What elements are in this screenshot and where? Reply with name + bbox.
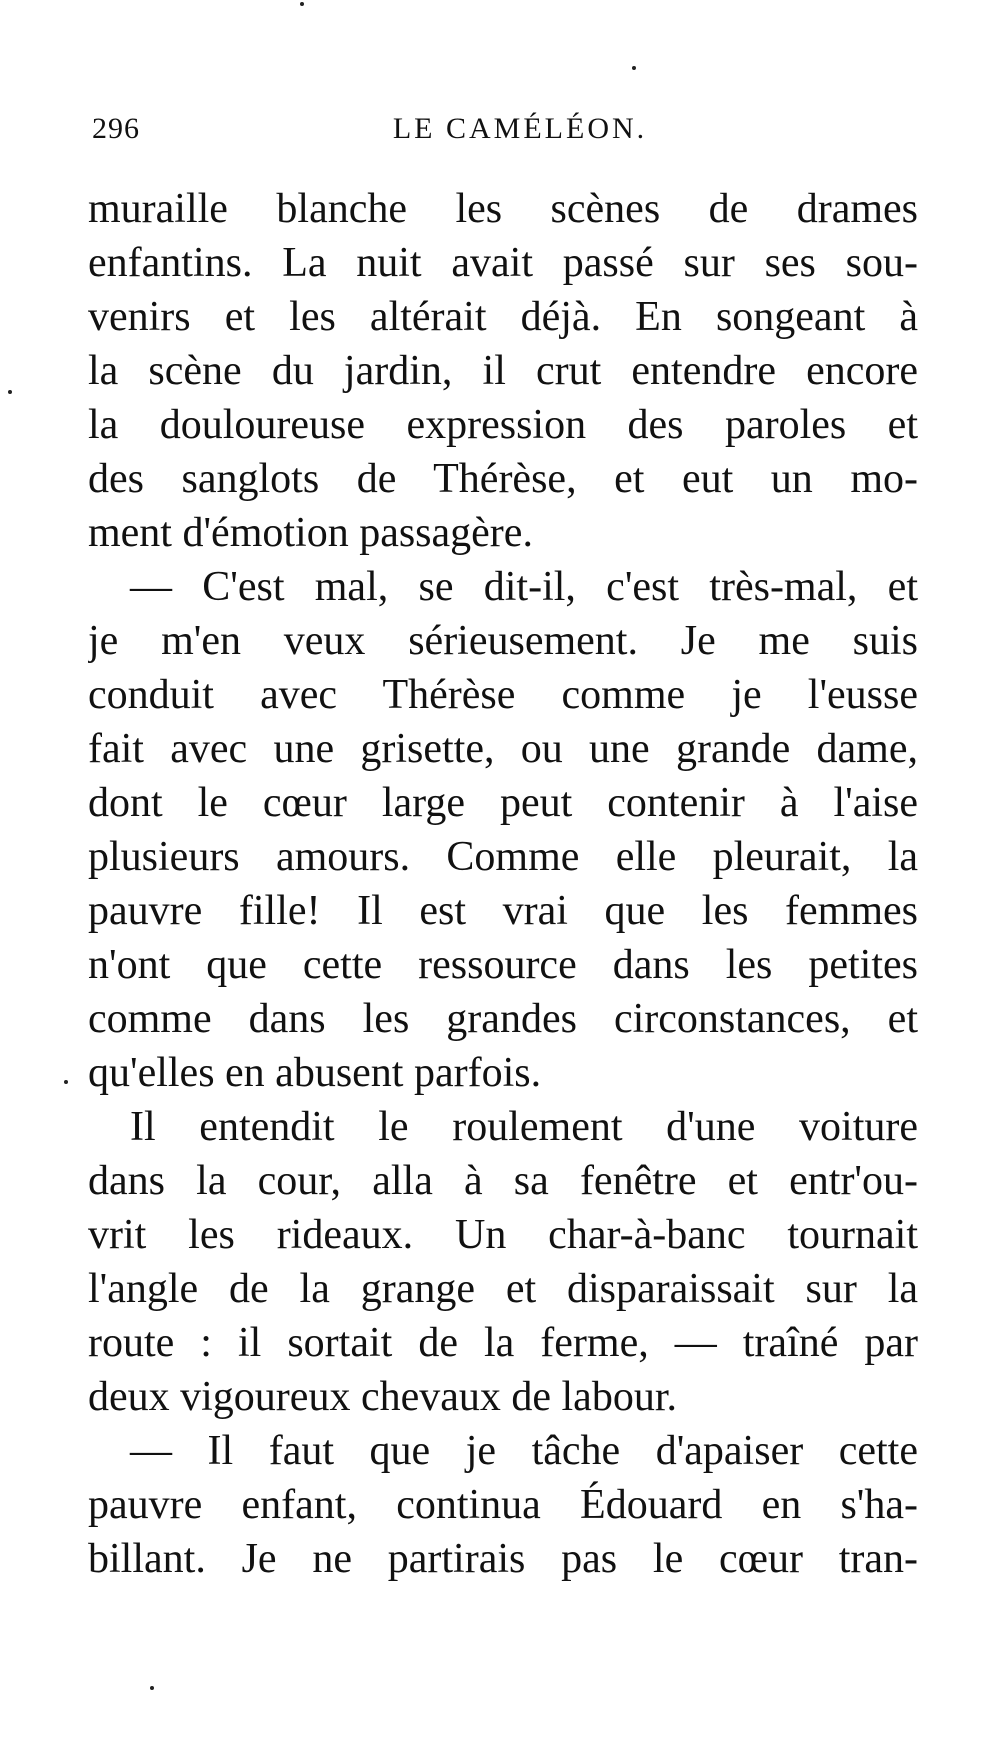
text-line: dans la cour, alla à sa fenêtre et entr'ou- xyxy=(88,1158,918,1204)
body-text xyxy=(88,182,918,1586)
text-line: — Il faut que je tâche d'apaiser cette xyxy=(130,1428,918,1474)
text-line: comme dans les grandes circonstances, et xyxy=(88,996,918,1042)
text-line: qu'elles en abusent parfois. xyxy=(88,1050,542,1096)
text-line: vrit les rideaux. Un char-à-banc tournait xyxy=(88,1212,918,1258)
text-line: des sanglots de Thérèse, et eut un mo- xyxy=(88,456,918,502)
text-line: pauvre fille! Il est vrai que les femmes xyxy=(88,888,918,934)
page-number: 296 xyxy=(92,112,140,145)
scan-speck xyxy=(632,66,636,70)
text-line: fait avec une grisette, ou une grande dame, xyxy=(88,726,918,772)
text-line: deux vigoureux chevaux de labour. xyxy=(88,1374,677,1420)
text-line: muraille blanche les scènes de drames xyxy=(88,186,918,232)
text-line: billant. Je ne partirais pas le cœur tran- xyxy=(88,1536,918,1582)
scan-speck xyxy=(8,390,12,394)
text-line: plusieurs amours. Comme elle pleurait, la xyxy=(88,834,918,880)
text-line: enfantins. La nuit avait passé sur ses sou- xyxy=(88,240,918,286)
scan-speck xyxy=(300,2,304,6)
text-line: je m'en veux sérieusement. Je me suis xyxy=(88,618,918,664)
text-line: ment d'émotion passagère. xyxy=(88,510,533,556)
text-line: dont le cœur large peut contenir à l'aise xyxy=(88,780,918,826)
text-line: pauvre enfant, continua Édouard en s'ha- xyxy=(88,1482,918,1528)
text-line: la douloureuse expression des paroles et xyxy=(88,402,918,448)
text-line: conduit avec Thérèse comme je l'eusse xyxy=(88,672,918,718)
text-line: — C'est mal, se dit-il, c'est très-mal, et xyxy=(130,564,918,610)
text-line: la scène du jardin, il crut entendre encore xyxy=(88,348,918,394)
running-title: LE CAMÉLÉON. xyxy=(392,112,648,145)
text-line: Il entendit le roulement d'une voiture xyxy=(130,1104,918,1150)
page-header xyxy=(92,112,918,152)
text-line: route : il sortait de la ferme, — traîné par xyxy=(88,1320,918,1366)
text-line: venirs et les altérait déjà. En songeant à xyxy=(88,294,918,340)
scan-speck xyxy=(64,1080,68,1084)
text-line: n'ont que cette ressource dans les petites xyxy=(88,942,918,988)
text-line: l'angle de la grange et disparaissait sur la xyxy=(88,1266,918,1312)
scan-speck xyxy=(150,1686,154,1690)
